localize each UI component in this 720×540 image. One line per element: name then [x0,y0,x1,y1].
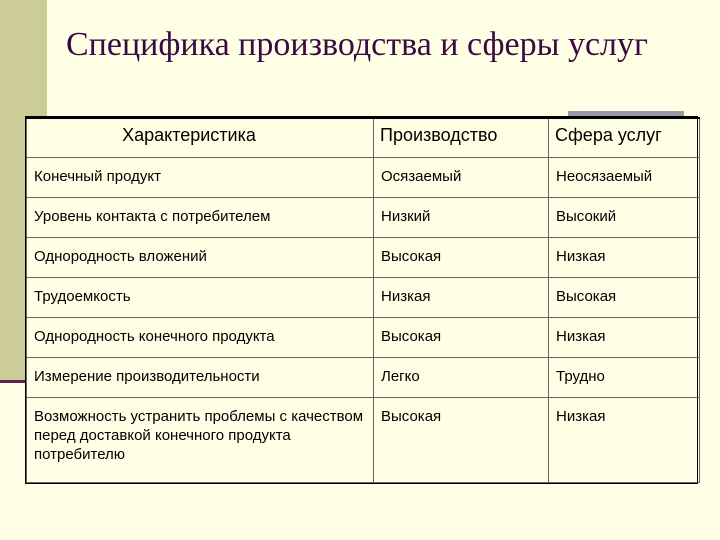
cell-characteristic: Конечный продукт [27,157,374,197]
comparison-table [25,116,698,484]
table-row [27,277,700,317]
cell-characteristic: Трудоемкость [27,277,374,317]
cell-services: Низкая [549,237,700,277]
table-row [27,157,700,197]
cell-production: Высокая [374,317,549,357]
cell-characteristic: Однородность конечного продукта [27,317,374,357]
table-row [27,317,700,357]
header-characteristic: Характеристика [27,118,374,157]
table-row [27,357,700,397]
cell-services: Низкая [549,317,700,357]
cell-services: Высокая [549,277,700,317]
cell-production: Низкая [374,277,549,317]
header-services: Сфера услуг [549,118,700,157]
cell-characteristic: Однородность вложений [27,237,374,277]
header-production: Производство [374,118,549,157]
cell-services: Высокий [549,197,700,237]
table-header-row [27,118,700,157]
cell-characteristic: Измерение производительности [27,357,374,397]
cell-production: Осязаемый [374,157,549,197]
cell-production: Низкий [374,197,549,237]
cell-services: Низкая [549,397,700,482]
cell-characteristic: Возможность устранить проблемы с качеством перед доставкой конечного продукта потребителю [27,397,374,482]
table-row [27,197,700,237]
table-row [27,237,700,277]
cell-services: Неосязаемый [549,157,700,197]
slide-title: Специфика производства и сферы услуг [66,26,648,63]
cell-services: Трудно [549,357,700,397]
table-row [27,397,700,482]
cell-production: Высокая [374,397,549,482]
cell-production: Легко [374,357,549,397]
cell-characteristic: Уровень контакта с потребителем [27,197,374,237]
cell-production: Высокая [374,237,549,277]
